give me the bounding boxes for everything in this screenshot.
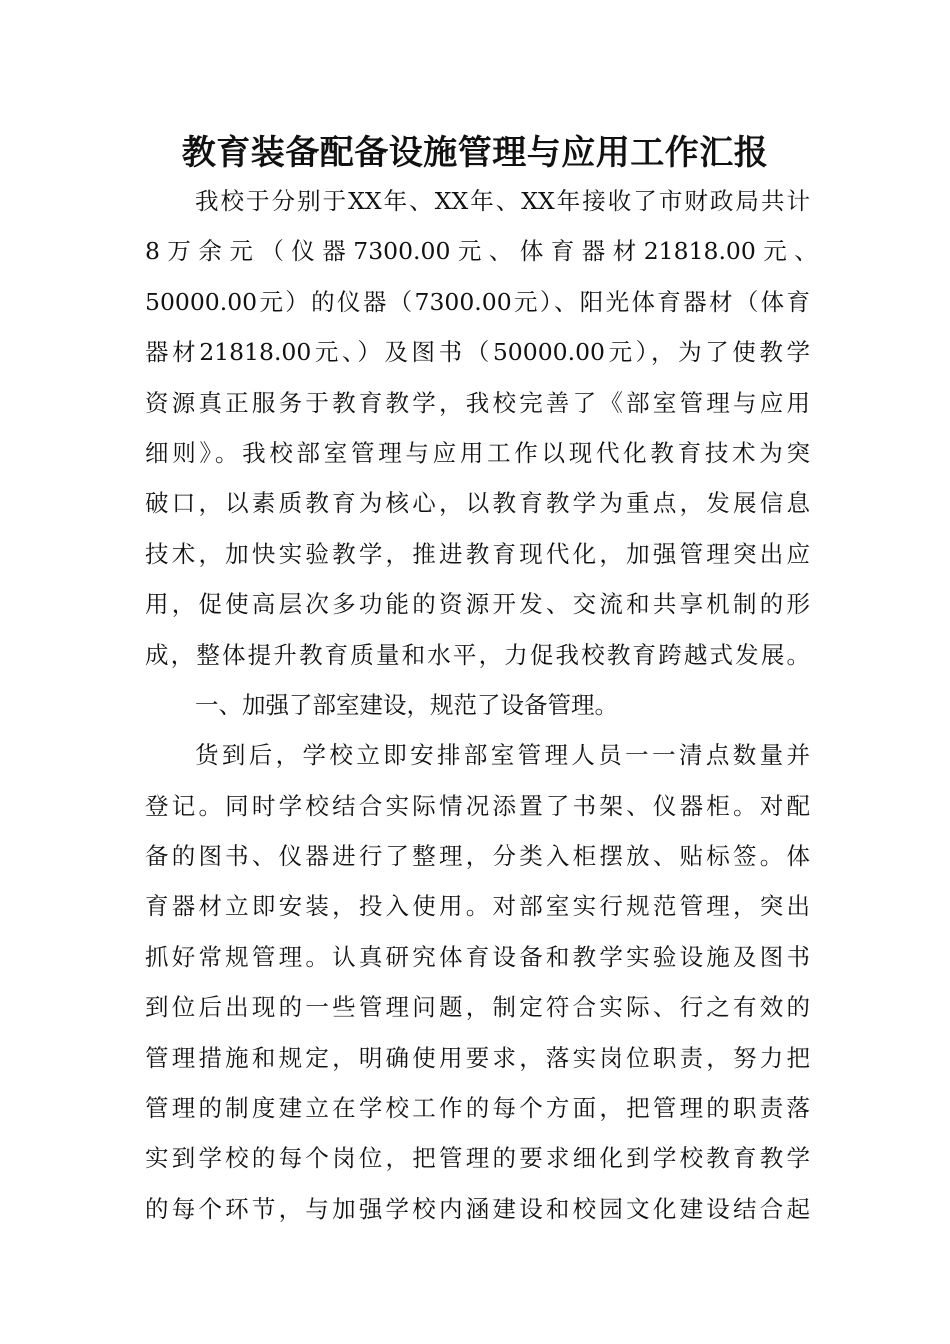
paragraph-line: 到位后出现的一些管理问题，制定符合实际、行之有效的 (145, 993, 810, 1022)
paragraph-line: 抓好常规管理。认真研究体育设备和教学实验设施及图书 (145, 942, 810, 971)
paragraph-line: 实到学校的每个岗位，把管理的要求细化到学校教育教学 (145, 1144, 810, 1173)
paragraph-line: 登记。同时学校结合实际情况添置了书架、仪器柜。对配 (145, 791, 810, 820)
document-body (145, 176, 818, 1234)
paragraph-line: 货到后，学校立即安排部室管理人员一一清点数量并 (195, 741, 810, 770)
paragraph-line: 备的图书、仪器进行了整理，分类入柜摆放、贴标签。体 (145, 842, 810, 871)
paragraph-line: 技术，加快实验教学，推进教育现代化，加强管理突出应 (145, 539, 810, 568)
paragraph-line: 我校于分别于XX年、XX年、XX年接收了市财政局共计 (195, 187, 810, 215)
paragraph-line: 资源真正服务于教育教学，我校完善了《部室管理与应用 (145, 388, 810, 417)
section-heading: 一、加强了部室建设，规范了设备管理。 (195, 690, 618, 719)
paragraph-line: 用，促使高层次多功能的资源开发、交流和共享机制的形 (145, 590, 810, 619)
paragraph-line: 育器材立即安装，投入使用。对部室实行规范管理，突出 (145, 892, 810, 921)
paragraph-line: 的每个环节，与加强学校内涵建设和校园文化建设结合起 (145, 1194, 810, 1223)
paragraph-line: 管理的制度建立在学校工作的每个方面，把管理的职责落 (145, 1094, 810, 1123)
document-title: 教育装备配备设施管理与应用工作汇报 (181, 133, 769, 173)
paragraph-line: 成，整体提升教育质量和水平，力促我校教育跨越式发展。 (145, 640, 810, 669)
paragraph-line: 破口，以素质教育为核心，以教育教学为重点，发展信息 (145, 489, 810, 518)
paragraph-line: 管理措施和规定，明确使用要求，落实岗位职责，努力把 (145, 1043, 810, 1072)
paragraph-line: 细则》。我校部室管理与应用工作以现代化教育技术为突 (145, 438, 810, 467)
paragraph-line: 8 万 余 元 （ 仪 器 7300.00 元 、 体 育 器 材 21818.00 元 、 (145, 237, 818, 266)
paragraph-line: 50000.00元）的仪器（7300.00元）、阳光体育器材（体育 (145, 287, 810, 316)
paragraph-line: 器材21818.00元、）及图书（50000.00元），为了使教学 (145, 338, 810, 367)
